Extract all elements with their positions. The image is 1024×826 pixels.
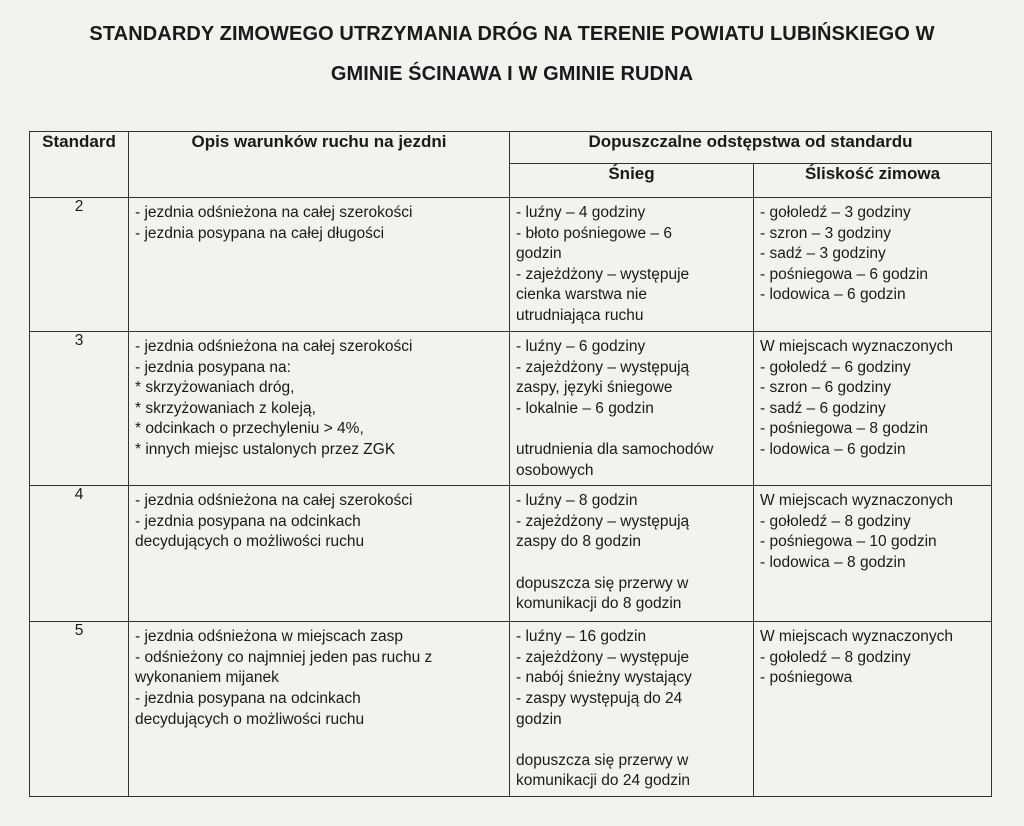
cell-line: - zajeżdżony – występują — [516, 358, 690, 376]
cell-line: - zajeżdżony – występuje — [516, 265, 690, 283]
cell-line: - jezdnia posypana na odcinkach — [135, 689, 361, 707]
cell-line: decydujących o możliwości ruchu — [135, 533, 365, 551]
cell-line: osobowych — [516, 461, 594, 479]
cell-line: - gołoledź – 6 godziny — [760, 358, 911, 376]
cell-line: - jezdnia odśnieżona w miejscach zasp — [135, 628, 403, 646]
cell-line: - luźny – 6 godziny — [516, 338, 646, 355]
header-odstepstwa: Dopuszczalne odstępstwa od standardu — [510, 132, 992, 164]
cell-line: - lokalnie – 6 godzin — [516, 399, 654, 417]
cell-opis — [129, 622, 510, 797]
cell-content — [129, 332, 509, 465]
cell-snieg — [510, 332, 754, 486]
cell-content — [754, 622, 991, 693]
cell-line: - sadź – 3 godziny — [760, 245, 886, 263]
table-row — [30, 198, 992, 332]
cell-content — [754, 198, 991, 310]
cell-content — [510, 198, 753, 331]
cell-line: decydujących o możliwości ruchu — [135, 710, 365, 728]
cell-content — [510, 622, 753, 796]
cell-line: - luźny – 4 godziny — [516, 204, 646, 221]
cell-sliskosc — [754, 622, 992, 797]
cell-content — [129, 622, 509, 734]
blank-line — [516, 730, 749, 751]
cell-line: - błoto pośniegowe – 6 — [516, 224, 672, 242]
cell-line: - zajeżdżony – występują — [516, 512, 690, 530]
title-line-2: GMINIE ŚCINAWA I W GMINIE RUDNA — [330, 63, 694, 85]
cell-line: - jezdnia posypana na odcinkach — [135, 512, 361, 530]
cell-line: - zajeżdżony – występuje — [516, 648, 690, 666]
cell-line: komunikacji do 24 godzin — [516, 772, 691, 790]
cell-snieg — [510, 622, 754, 797]
cell-sliskosc — [754, 486, 992, 622]
blank-line — [516, 553, 749, 574]
cell-content — [510, 332, 753, 485]
title-line-1: STANDARDY ZIMOWEGO UTRZYMANIA DRÓG NA TERENIE POWIATU LUBIŃSKIEGO W — [89, 23, 935, 45]
cell-line: - szron – 6 godziny — [760, 379, 891, 397]
cell-line: godzin — [516, 710, 562, 728]
cell-line: - odśnieżony co najmniej jeden pas ruchu z — [135, 648, 433, 666]
cell-line: - jezdnia posypana na całej długości — [135, 224, 385, 242]
cell-line: - pośniegowa – 8 godzin — [760, 420, 929, 438]
cell-line: - jezdnia posypana na: — [135, 358, 291, 376]
cell-line: wykonaniem mijanek — [135, 669, 279, 687]
cell-line: - jezdnia odśnieżona na całej szerokości — [135, 204, 413, 221]
cell-line: * odcinkach o przechyleniu > 4%, — [135, 420, 364, 438]
blank-line — [516, 419, 749, 440]
cell-line: zaspy, języki śniegowe — [516, 379, 673, 397]
cell-line: * innych miejsc ustalonych przez ZGK — [135, 440, 396, 458]
cell-sliskosc — [754, 198, 992, 332]
cell-line: * skrzyżowaniach z koleją, — [135, 399, 316, 417]
cell-opis — [129, 332, 510, 486]
cell-line: - gołoledź – 3 godziny — [760, 204, 911, 221]
cell-line: - luźny – 8 godzin — [516, 492, 638, 510]
cell-line: - zaspy występują do 24 — [516, 689, 683, 707]
cell-line: - pośniegowa – 6 godzin — [760, 265, 929, 283]
cell-content — [129, 198, 509, 248]
cell-line: - gołoledź – 8 godziny — [760, 512, 911, 530]
cell-standard: 4 — [30, 486, 129, 622]
cell-content — [129, 486, 509, 557]
cell-line: W miejscach wyznaczonych — [760, 628, 953, 646]
document-title — [20, 14, 1004, 94]
cell-standard: 2 — [30, 198, 129, 332]
cell-sliskosc — [754, 332, 992, 486]
cell-standard: 5 — [30, 622, 129, 797]
cell-snieg — [510, 198, 754, 332]
cell-line: - lodowica – 6 godzin — [760, 440, 906, 458]
cell-line: - jezdnia odśnieżona na całej szerokości — [135, 338, 413, 355]
table-row — [30, 332, 992, 486]
cell-line: * skrzyżowaniach dróg, — [135, 379, 295, 397]
cell-standard: 3 — [30, 332, 129, 486]
cell-line: - pośniegowa — [760, 669, 853, 687]
cell-line: - luźny – 16 godzin — [516, 628, 647, 646]
cell-line: zaspy do 8 godzin — [516, 533, 641, 551]
cell-line: cienka warstwa nie — [516, 286, 647, 304]
header-snieg: Śnieg — [510, 164, 754, 198]
cell-line: - pośniegowa – 10 godzin — [760, 533, 937, 551]
table-row — [30, 622, 992, 797]
cell-line: - jezdnia odśnieżona na całej szerokości — [135, 492, 413, 510]
cell-line: utrudniająca ruchu — [516, 306, 644, 324]
cell-line: - nabój śnieżny wystający — [516, 669, 692, 687]
cell-content — [754, 332, 991, 465]
cell-line: - szron – 3 godziny — [760, 224, 891, 242]
cell-line: - sadź – 6 godziny — [760, 399, 886, 417]
cell-line: komunikacji do 8 godzin — [516, 595, 682, 613]
cell-line: godzin — [516, 245, 562, 263]
cell-line: - gołoledź – 8 godziny — [760, 648, 911, 666]
cell-line: - lodowica – 6 godzin — [760, 286, 906, 304]
standards-table — [29, 131, 992, 797]
cell-content — [754, 486, 991, 577]
header-sliskosc: Śliskość zimowa — [754, 164, 992, 198]
header-opis: Opis warunków ruchu na jezdni — [129, 132, 510, 198]
table-row — [30, 486, 992, 622]
header-row-top — [30, 132, 992, 164]
cell-snieg — [510, 486, 754, 622]
cell-line: W miejscach wyznaczonych — [760, 492, 953, 510]
cell-line: W miejscach wyznaczonych — [760, 338, 953, 355]
cell-line: dopuszcza się przerwy w — [516, 751, 689, 769]
table-body — [30, 198, 992, 797]
cell-opis — [129, 198, 510, 332]
cell-line: dopuszcza się przerwy w — [516, 574, 689, 592]
cell-line: - lodowica – 8 godzin — [760, 553, 906, 571]
cell-line: utrudnienia dla samochodów — [516, 440, 714, 458]
header-standard: Standard — [30, 132, 129, 198]
cell-content — [510, 486, 753, 619]
cell-opis — [129, 486, 510, 622]
